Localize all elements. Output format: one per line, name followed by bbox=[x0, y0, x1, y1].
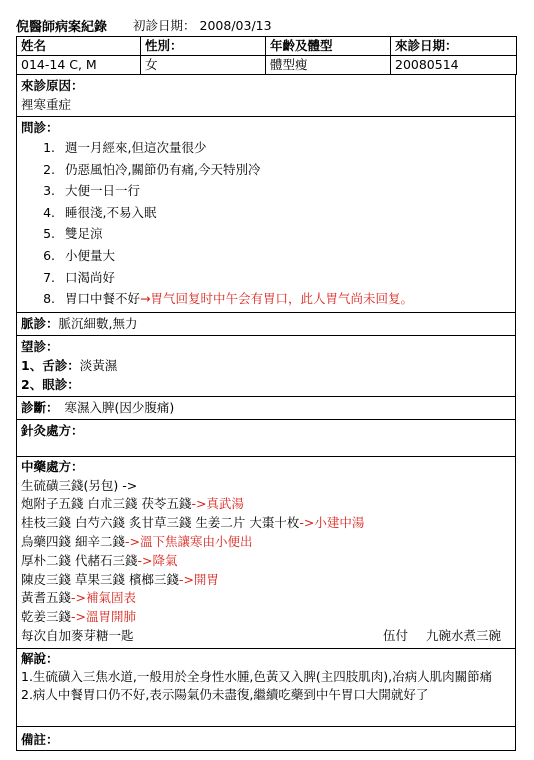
record-title: 倪醫師病案紀錄 bbox=[16, 19, 108, 35]
diagnosis-text: 寒濕入脾(因少腹痛) bbox=[64, 399, 175, 415]
explanation-item: 2.病人中餐胃口仍不好,表示陽氣仍未盡復,繼續吃藥到中午胃口大開就好了 bbox=[21, 686, 429, 702]
inquiry-label: 問診： bbox=[21, 120, 59, 135]
age-build-header: 年齡及體型 bbox=[266, 37, 391, 56]
dosage-instruction: 每次自加麥芽糖一匙 bbox=[21, 627, 134, 643]
observation-section bbox=[16, 336, 516, 397]
first-visit-label: 初診日期： bbox=[133, 18, 196, 33]
reason-text: 裡寒重症 bbox=[21, 97, 72, 112]
first-visit-date: 2008/03/13 bbox=[199, 18, 272, 33]
cooking-method: 九碗水煮三碗 bbox=[425, 627, 501, 643]
observation-label: 望診： bbox=[21, 338, 59, 354]
tongue-text: 淡黃濕 bbox=[79, 357, 118, 373]
case-record-page bbox=[16, 14, 516, 751]
tongue-label: 1、舌診： bbox=[21, 357, 80, 373]
dose-count: 伍付 bbox=[382, 627, 408, 643]
reason-section bbox=[16, 75, 516, 117]
name-header: 姓名 bbox=[17, 37, 141, 56]
explanation-item: 1.生硫磺入三焦水道,一般用於全身性水腫,色黃又入脾(主四肢肌肉),冶病人肌肉關節痛 bbox=[21, 668, 493, 684]
inquiry-list bbox=[21, 137, 515, 310]
eye-label: 2、眼診： bbox=[21, 376, 80, 392]
patient-name: 014-14 C, M bbox=[17, 56, 141, 75]
inquiry-item: 4. 睡很淺,不易入眠 bbox=[43, 204, 157, 220]
inquiry-item: 8. 胃口中餐不好 →胃气回复时中午会有胃口，此人胃气尚未回复。 bbox=[21, 288, 515, 310]
info-value-row bbox=[17, 56, 517, 75]
herb-line: 生硫磺三錢(另包) -> bbox=[21, 477, 138, 493]
herb-line: 厚朴二錢 代赭石三錢->降氣 bbox=[21, 552, 178, 568]
diagnosis-section bbox=[16, 397, 516, 420]
herbal-label: 中藥處方： bbox=[21, 458, 84, 474]
patient-info-table bbox=[16, 36, 517, 75]
pulse-text: 脈沉細數,無力 bbox=[58, 315, 138, 331]
inquiry-item: 1. 週一月經來,但這次量很少 bbox=[43, 140, 207, 155]
dosage-line bbox=[21, 627, 515, 646]
herb-line: 黃耆五錢->補氣固表 bbox=[21, 590, 136, 606]
inquiry-section bbox=[16, 117, 516, 313]
inquiry-item: 5. 雙足涼 bbox=[43, 226, 103, 242]
inquiry-item: 7. 口渴尚好 bbox=[43, 269, 116, 285]
eye-line bbox=[21, 375, 515, 394]
reason-label: 來診原因： bbox=[21, 78, 84, 93]
tongue-line bbox=[21, 356, 515, 375]
inquiry-annotation: →胃气回复时中午会有胃口，此人胃气尚未回复。 bbox=[140, 291, 413, 307]
acupuncture-section bbox=[16, 420, 516, 457]
inquiry-item: 6. 小便量大 bbox=[43, 247, 116, 263]
herb-line: 炮附子五錢 白朮三錢 茯苓五錢->真武湯 bbox=[21, 496, 244, 512]
pulse-section bbox=[16, 313, 516, 336]
herb-line: 陳皮三錢 草果三錢 檳榔三錢->開胃 bbox=[21, 571, 219, 587]
visit-date-header: 來診日期： bbox=[391, 37, 517, 56]
patient-gender: 女 bbox=[141, 56, 266, 75]
explanation-section bbox=[16, 649, 516, 727]
info-header-row bbox=[17, 37, 517, 56]
gender-header: 性別： bbox=[141, 37, 266, 56]
visit-date: 20080514 bbox=[391, 56, 517, 75]
diagnosis-label: 診斷： bbox=[21, 399, 59, 415]
first-visit bbox=[133, 16, 272, 34]
dosage-detail bbox=[365, 627, 501, 646]
remarks-section bbox=[16, 727, 516, 751]
herb-line: 桂枝三錢 白芍六錢 炙甘草三錢 生姜二片 大棗十枚->小建中湯 bbox=[21, 515, 365, 531]
pulse-label: 脈診： bbox=[21, 315, 59, 331]
patient-build: 體型瘦 bbox=[266, 56, 391, 75]
acupuncture-label: 針灸處方： bbox=[21, 422, 84, 438]
inquiry-item: 3. 大便一日一行 bbox=[43, 183, 141, 199]
herbal-section bbox=[16, 457, 516, 649]
remarks-label: 備註： bbox=[21, 731, 59, 747]
record-header bbox=[16, 14, 516, 36]
herb-line: 乾姜三錢->溫胃開肺 bbox=[21, 609, 136, 625]
herb-line: 烏藥四錢 細辛二錢->溫下焦讓寒由小便出 bbox=[21, 533, 253, 549]
inquiry-item: 2. 仍惡風怕冷,關節仍有痛,今天特別冷 bbox=[43, 161, 261, 177]
explanation-label: 解說： bbox=[21, 650, 59, 666]
